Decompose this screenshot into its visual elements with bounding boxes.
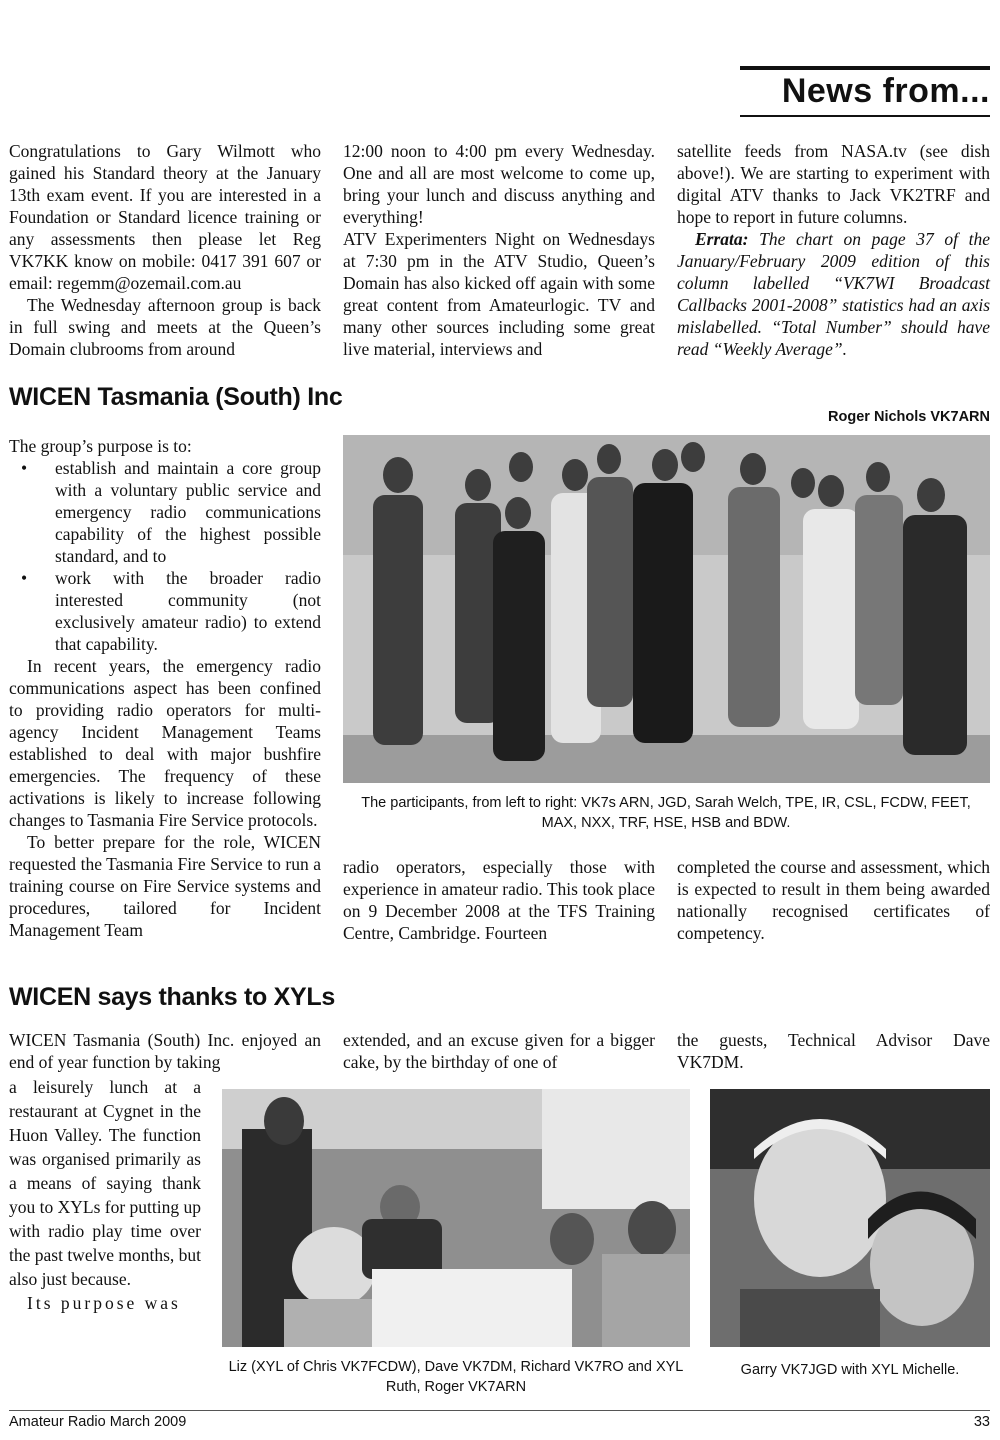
errata-text: The chart on page 37 of the January/February 2009 edition of this column labelled “VK7WI Broadcast Callbacks 2001-2008” statistics had an axis mislabelled. “Total Number” should have read “Weekly Average”. <box>677 229 991 359</box>
thanks-column-1-top <box>9 1029 321 1073</box>
news-paragraph: 12:00 noon to 4:00 pm every Wednesday. One and all are most welcome to come up, bring your lunch and discuss anything and everything! <box>343 141 655 227</box>
news-column-3 <box>677 140 990 360</box>
garry-photo-caption: Garry VK7JGD with XYL Michelle. <box>740 1362 960 1378</box>
thanks-column-2 <box>343 1029 655 1073</box>
news-paragraph: Congratulations to Gary Wilmott who gained his Standard theory at the January 13th exam event. If you are interested in a Foundation or Standard licence training or any assessments then please let Reg VK7KK know on mobile: 0417 391 607 or email: regemm@ozemail.com.au <box>9 141 321 293</box>
lunch-photo <box>222 1089 690 1347</box>
news-paragraph: The Wednesday afternoon group is back in full swing and meets at the Queen’s Domain clubrooms from around <box>9 295 321 359</box>
wicen-paragraph: radio operators, especially those with experience in amateur radio. This took place on 9 December 2008 at the TFS Training Centre, Cambridge. Fourteen <box>343 857 655 943</box>
wicen-paragraph: In recent years, the emergency radio communications aspect has been confined to providing radio operators for multi-agency Incident Management Teams established to deal with major bushfire emergencies. The frequency of these activations is likely to increase following changes to Tasmania Fire Service protocols. <box>9 656 321 830</box>
group-photo-caption: The participants, from left to right: VK7s ARN, JGD, Sarah Welch, TPE, IR, CSL, FCDW, FEET, MAX, NXX, TRF, HSE, HSB and BDW. <box>361 795 971 831</box>
wicen-intro: The group’s purpose is to: <box>9 436 192 456</box>
news-column-1 <box>9 140 321 360</box>
garry-photo-illustration <box>710 1089 990 1347</box>
news-paragraph: satellite feeds from NASA.tv (see dish above!). We are starting to experiment with digital ATV thanks to Jack VK2TRF and hope to report in future columns. <box>677 141 990 227</box>
group-photo-illustration <box>343 435 990 783</box>
news-paragraph: ATV Experimenters Night on Wednesdays at 7:30 pm in the ATV Studio, Queen’s Domain has also kicked off again with some great content from Amateurlogic. TV and many other sources including some great live material, interviews and <box>343 229 655 359</box>
header-title: News from... <box>781 72 990 110</box>
thanks-paragraph: a leisurely lunch at a restaurant at Cygnet in the Huon Valley. The function was organised primarily as a means of saying thank you to XYLs for putting up with radio play time over the past twelve months, but also just because. <box>9 1077 202 1289</box>
thanks-paragraph: the guests, Technical Advisor Dave VK7DM. <box>677 1030 990 1072</box>
wicen-paragraph: To better prepare for the role, WICEN requested the Tasmania Fire Service to run a training course on Fire Service systems and procedures, tailored for Incident Management Team <box>9 832 321 940</box>
wicen-byline: Roger Nichols VK7ARN <box>828 409 990 425</box>
thanks-heading: WICEN says thanks to XYLs <box>9 983 335 1011</box>
thanks-column-1-narrow <box>9 1075 201 1315</box>
wicen-column-1 <box>9 435 321 941</box>
footer-publication: Amateur Radio March 2009 <box>9 1414 187 1430</box>
purpose-item: • work with the broader radio interested community (not exclusively amateur radio) to extend that capability. <box>9 567 321 655</box>
purpose-list <box>9 457 321 655</box>
wicen-column-2 <box>343 856 655 944</box>
lunch-photo-illustration <box>222 1089 690 1347</box>
thanks-paragraph: WICEN Tasmania (South) Inc. enjoyed an end of year function by taking <box>9 1030 321 1072</box>
footer-rule <box>9 1410 990 1411</box>
errata-label: Errata: <box>695 229 749 249</box>
group-photo <box>343 435 990 783</box>
purpose-item: • establish and maintain a core group with a voluntary public service and emergency radio communications capability of the highest possible standard, and to <box>9 457 321 567</box>
thanks-paragraph: extended, and an excuse given for a bigger cake, by the birthday of one of <box>343 1030 655 1072</box>
errata-paragraph <box>677 228 990 360</box>
lunch-photo-caption: Liz (XYL of Chris VK7FCDW), Dave VK7DM, Richard VK7RO and XYL Ruth, Roger VK7ARN <box>228 1359 684 1395</box>
wicen-column-3 <box>677 856 990 944</box>
footer-page-number: 33 <box>973 1414 990 1430</box>
wicen-paragraph: completed the course and assessment, which is expected to result in them being awarded nationally recognised certificates of competency. <box>677 857 990 943</box>
header-underline <box>740 115 990 117</box>
thanks-column-3 <box>677 1029 990 1073</box>
thanks-paragraph: Its purpose was <box>27 1293 181 1313</box>
wicen-heading: WICEN Tasmania (South) Inc <box>9 383 343 411</box>
garry-photo <box>710 1089 990 1347</box>
news-column-2 <box>343 140 655 360</box>
